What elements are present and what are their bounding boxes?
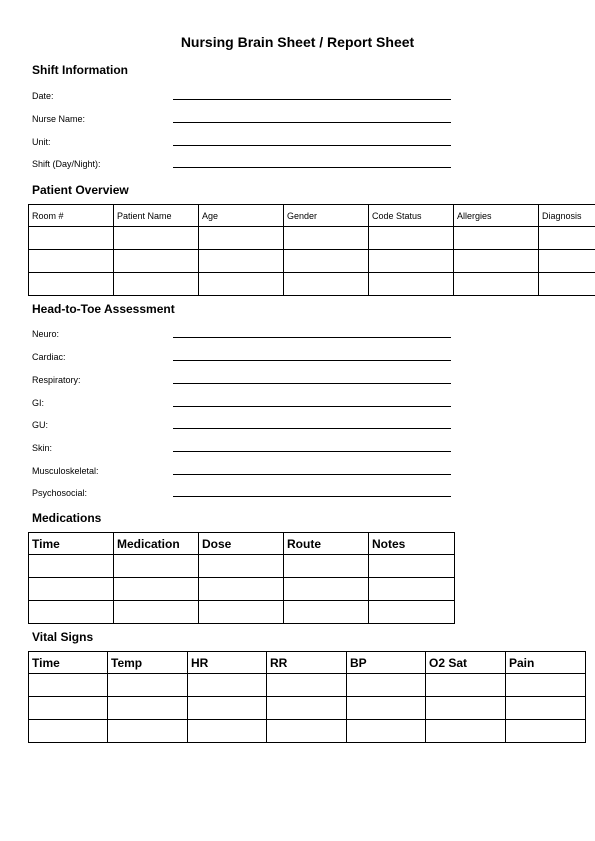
skin-label: Skin: xyxy=(32,443,53,453)
table-cell[interactable] xyxy=(188,697,267,720)
vital-signs-table xyxy=(28,651,586,743)
table-cell[interactable] xyxy=(284,601,369,624)
table-cell[interactable] xyxy=(29,555,114,578)
medications-heading: Medications xyxy=(32,511,102,525)
table-cell[interactable] xyxy=(539,250,595,273)
shift-label: Shift (Day/Night): xyxy=(32,159,101,169)
column-header-diagnosis: Diagnosis xyxy=(539,205,595,227)
table-row xyxy=(29,697,586,720)
table-cell[interactable] xyxy=(29,578,114,601)
table-row xyxy=(29,720,586,743)
table-row xyxy=(29,578,455,601)
table-cell[interactable] xyxy=(108,674,188,697)
date-label: Date: xyxy=(32,91,54,101)
table-cell[interactable] xyxy=(454,250,539,273)
table-row xyxy=(29,227,595,250)
column-header-gender: Gender xyxy=(284,205,369,227)
shift-field[interactable] xyxy=(173,167,451,168)
table-cell[interactable] xyxy=(426,720,506,743)
table-cell[interactable] xyxy=(267,720,347,743)
gi-label: GI: xyxy=(32,398,45,408)
column-header-room: Room # xyxy=(29,205,114,227)
table-cell[interactable] xyxy=(347,674,426,697)
column-header-age: Age xyxy=(199,205,284,227)
table-cell[interactable] xyxy=(29,273,114,296)
table-cell[interactable] xyxy=(369,578,455,601)
table-row xyxy=(29,273,595,296)
column-header-route: Route xyxy=(284,533,369,555)
date-field[interactable] xyxy=(173,99,451,100)
table-cell[interactable] xyxy=(29,697,108,720)
column-header-allergies: Allergies xyxy=(454,205,539,227)
patient-overview-heading: Patient Overview xyxy=(32,183,129,197)
table-cell[interactable] xyxy=(369,555,455,578)
table-cell[interactable] xyxy=(108,697,188,720)
head-to-toe-heading: Head-to-Toe Assessment xyxy=(32,302,175,316)
psychosocial-field[interactable] xyxy=(173,496,451,497)
column-header-rr: RR xyxy=(267,652,347,674)
table-cell[interactable] xyxy=(199,273,284,296)
table-cell[interactable] xyxy=(199,601,284,624)
column-header-notes: Notes xyxy=(369,533,455,555)
nurse-name-label: Nurse Name: xyxy=(32,114,86,124)
table-cell[interactable] xyxy=(29,720,108,743)
gu-field[interactable] xyxy=(173,428,451,429)
medications-table xyxy=(28,532,455,624)
skin-field[interactable] xyxy=(173,451,451,452)
table-cell[interactable] xyxy=(199,250,284,273)
table-cell[interactable] xyxy=(29,250,114,273)
gu-label: GU: xyxy=(32,420,49,430)
table-cell[interactable] xyxy=(29,674,108,697)
table-cell[interactable] xyxy=(199,555,284,578)
table-cell[interactable] xyxy=(114,250,199,273)
table-cell[interactable] xyxy=(199,578,284,601)
column-header-patient-name: Patient Name xyxy=(114,205,199,227)
table-cell[interactable] xyxy=(284,273,369,296)
table-cell[interactable] xyxy=(454,273,539,296)
table-cell[interactable] xyxy=(506,697,586,720)
column-header-time: Time xyxy=(29,652,108,674)
table-cell[interactable] xyxy=(267,674,347,697)
patient-overview-table xyxy=(28,204,595,296)
table-header-row xyxy=(29,205,595,227)
table-cell[interactable] xyxy=(369,601,455,624)
column-header-code-status: Code Status xyxy=(369,205,454,227)
table-cell[interactable] xyxy=(539,273,595,296)
table-header-row xyxy=(29,652,586,674)
table-cell[interactable] xyxy=(199,227,284,250)
table-cell[interactable] xyxy=(188,674,267,697)
patient-overview-table-wrapper xyxy=(28,204,595,296)
column-header-dose: Dose xyxy=(199,533,284,555)
table-cell[interactable] xyxy=(347,720,426,743)
table-cell[interactable] xyxy=(454,227,539,250)
respiratory-field[interactable] xyxy=(173,383,451,384)
gi-field[interactable] xyxy=(173,406,451,407)
unit-field[interactable] xyxy=(173,145,451,146)
vital-signs-heading: Vital Signs xyxy=(32,630,94,644)
column-header-hr: HR xyxy=(188,652,267,674)
table-cell[interactable] xyxy=(506,674,586,697)
table-cell[interactable] xyxy=(369,273,454,296)
column-header-time: Time xyxy=(29,533,114,555)
column-header-o2-sat: O2 Sat xyxy=(426,652,506,674)
table-row xyxy=(29,674,586,697)
musculoskeletal-label: Musculoskeletal: xyxy=(32,466,99,476)
neuro-field[interactable] xyxy=(173,337,451,338)
table-cell[interactable] xyxy=(284,555,369,578)
table-cell[interactable] xyxy=(188,720,267,743)
musculoskeletal-field[interactable] xyxy=(173,474,451,475)
cardiac-label: Cardiac: xyxy=(32,352,66,362)
table-cell[interactable] xyxy=(347,697,426,720)
column-header-bp: BP xyxy=(347,652,426,674)
cardiac-field[interactable] xyxy=(173,360,451,361)
psychosocial-label: Psychosocial: xyxy=(32,488,88,498)
page-title: Nursing Brain Sheet / Report Sheet xyxy=(180,34,415,50)
table-cell[interactable] xyxy=(539,227,595,250)
table-row xyxy=(29,250,595,273)
table-cell[interactable] xyxy=(284,578,369,601)
table-row xyxy=(29,555,455,578)
table-cell[interactable] xyxy=(369,227,454,250)
table-cell[interactable] xyxy=(426,674,506,697)
table-cell[interactable] xyxy=(114,601,199,624)
table-row xyxy=(29,601,455,624)
column-header-temp: Temp xyxy=(108,652,188,674)
table-cell[interactable] xyxy=(114,227,199,250)
table-cell[interactable] xyxy=(426,697,506,720)
table-cell[interactable] xyxy=(29,601,114,624)
column-header-pain: Pain xyxy=(506,652,586,674)
nurse-name-field[interactable] xyxy=(173,122,451,123)
table-cell[interactable] xyxy=(369,250,454,273)
column-header-medication: Medication xyxy=(114,533,199,555)
neuro-label: Neuro: xyxy=(32,329,60,339)
table-header-row xyxy=(29,533,455,555)
table-cell[interactable] xyxy=(267,697,347,720)
unit-label: Unit: xyxy=(32,137,51,147)
table-cell[interactable] xyxy=(284,227,369,250)
table-cell[interactable] xyxy=(114,578,199,601)
table-cell[interactable] xyxy=(108,720,188,743)
respiratory-label: Respiratory: xyxy=(32,375,81,385)
table-cell[interactable] xyxy=(506,720,586,743)
table-cell[interactable] xyxy=(114,273,199,296)
table-cell[interactable] xyxy=(29,227,114,250)
table-cell[interactable] xyxy=(114,555,199,578)
shift-information-heading: Shift Information xyxy=(32,63,128,77)
table-cell[interactable] xyxy=(284,250,369,273)
